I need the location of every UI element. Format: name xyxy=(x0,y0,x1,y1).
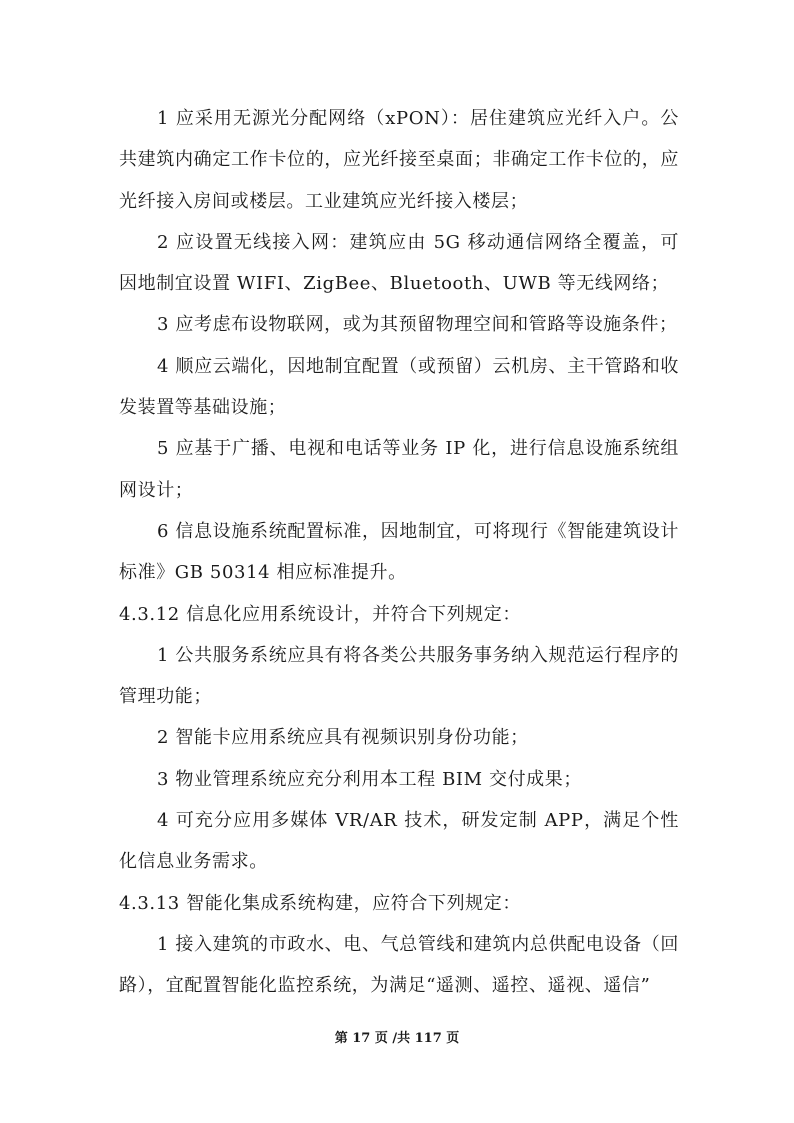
clause-item-1: 1 应采用无源光分配网络（xPON）：居住建筑应光纤入户。公共建筑内确定工作卡位的，应光纤接至桌面；非确定工作卡位的，应光纤接入房间或楼层。工业建筑应光纤接入楼层； xyxy=(119,108,679,212)
clause-item-4: 4 顺应云端化，因地制宜配置（或预留）云机房、主干管路和收发装置等基础设施； xyxy=(119,355,679,419)
document-body xyxy=(119,98,679,1007)
section-heading-4-3-12: 4.3.12 信息化应用系统设计，并符合下列规定： xyxy=(119,603,521,625)
clause-item-4: 4 可充分应用多媒体 VR/AR 技术，研发定制 APP，满足个性化信息业务需求。 xyxy=(119,810,679,873)
clause-item-6: 6 信息设施系统配置标准，因地制宜，可将现行《智能建筑设计标准》GB 50314 相应标准提升。 xyxy=(119,520,679,584)
clause-item-5: 5 应基于广播、电视和电话等业务 IP 化，进行信息设施系统组网设计； xyxy=(119,438,679,501)
clause-item-3: 3 应考虑布设物联网，或为其预留物理空间和管路等设施条件； xyxy=(157,314,678,336)
clause-item-3: 3 物业管理系统应充分利用本工程 BIM 交付成果； xyxy=(157,768,582,790)
section-heading-4-3-13: 4.3.13 智能化集成系统构建，应符合下列规定： xyxy=(119,892,521,914)
clause-item-1: 1 公共服务系统应具有将各类公共服务事务纳入规范运行程序的管理功能； xyxy=(119,644,679,708)
clause-item-1: 1 接入建筑的市政水、电、气总管线和建筑内总供配电设备（回路），宜配置智能化监控系统，为满足“遥测、遥控、遥视、遥信” xyxy=(119,933,679,997)
page-number-footer: 第 17 页 /共 117 页 xyxy=(334,1031,460,1046)
clause-item-2: 2 智能卡应用系统应具有视频识别身份功能； xyxy=(157,727,529,749)
clause-item-2: 2 应设置无线接入网：建筑应由 5G 移动通信网络全覆盖，可因地制宜设置 WIFI、ZigBee、Bluetooth、UWB 等无线网络； xyxy=(119,231,679,295)
